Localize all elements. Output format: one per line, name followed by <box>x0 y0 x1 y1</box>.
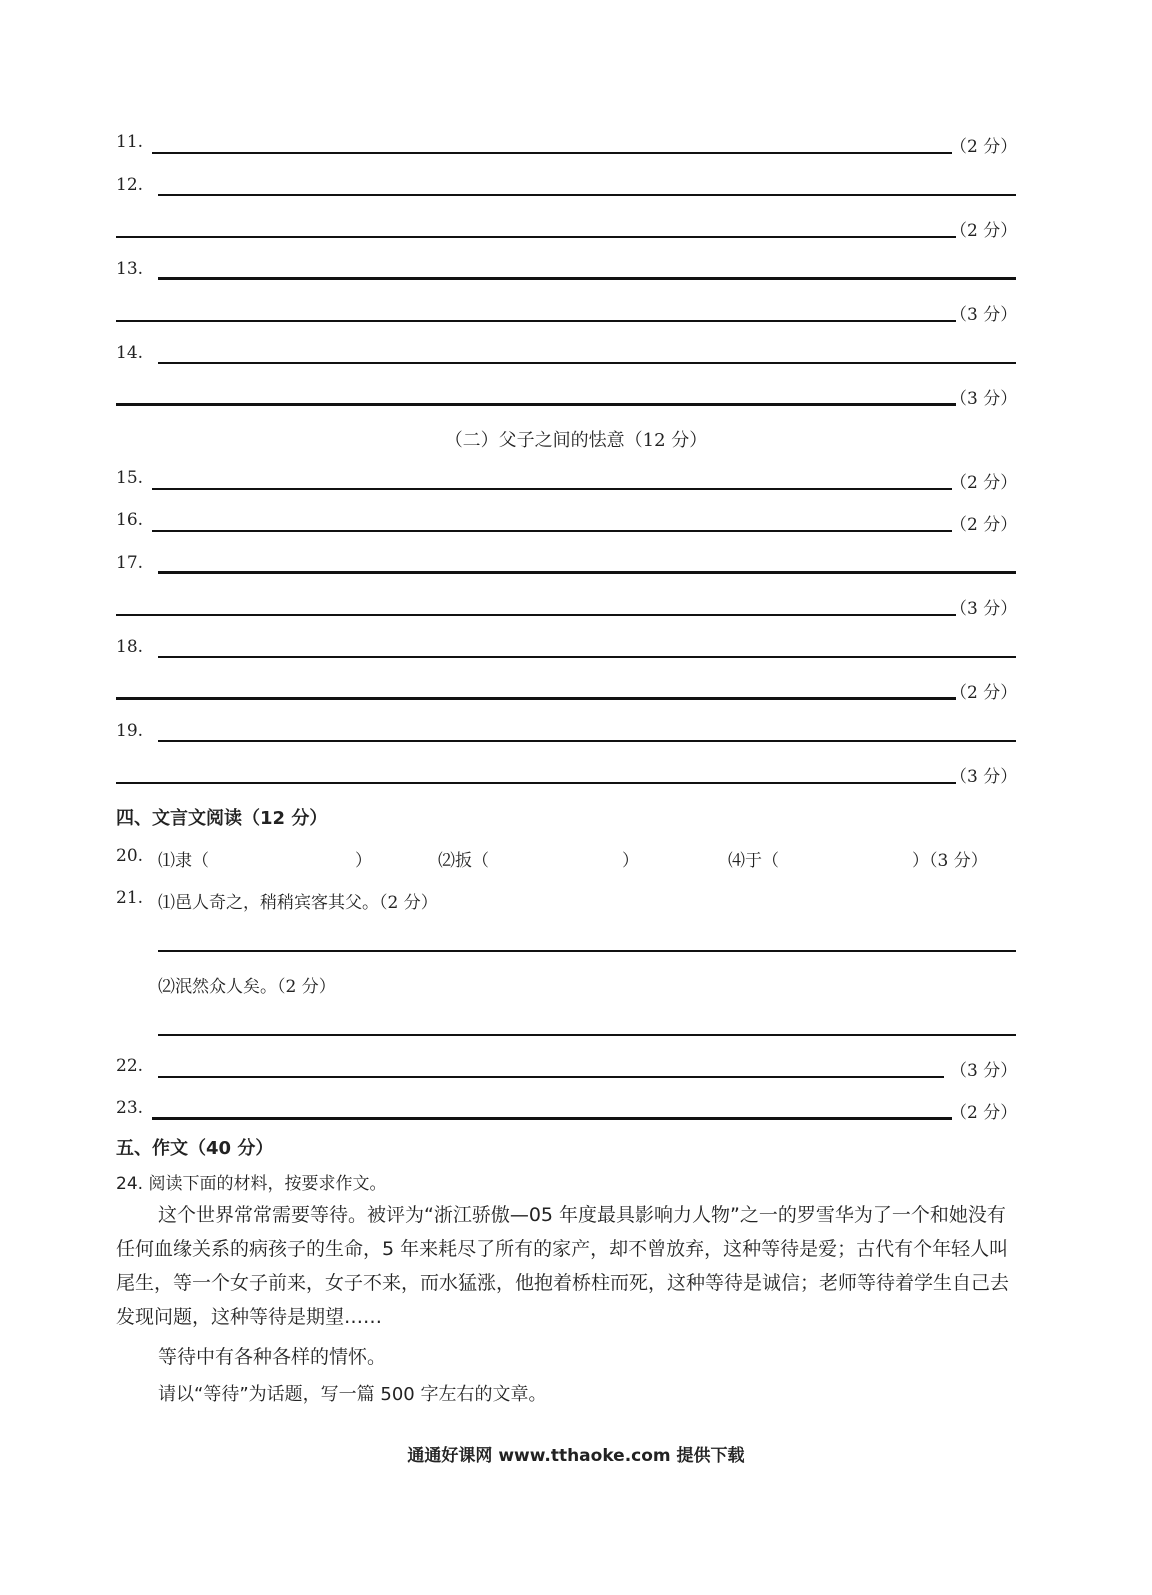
q20-item-2-close: ） <box>622 851 639 871</box>
section2-title: （二）父子之间的怯意（12 分） <box>444 430 708 451</box>
q19-answer-line-1[interactable] <box>158 740 1016 742</box>
q16-answer-line[interactable] <box>152 530 952 532</box>
q21-prompt-2: ⑵泯然众人矣。（2 分） <box>158 977 336 997</box>
q15-answer-line[interactable] <box>152 488 952 490</box>
q15-score: （2 分） <box>950 473 1018 493</box>
q22-number: 22. <box>116 1056 144 1076</box>
q23-answer-line[interactable] <box>152 1117 952 1120</box>
q14-answer-line-1[interactable] <box>158 362 1016 364</box>
q11-answer-line[interactable] <box>152 152 952 154</box>
q13-answer-line-2[interactable] <box>116 320 956 322</box>
q19-score: （3 分） <box>950 767 1018 787</box>
q21-prompt-1: ⑴邑人奇之，稍稍宾客其父。（2 分） <box>158 893 438 913</box>
q20-item-3: ⑷于（ <box>728 851 779 871</box>
q12-answer-line-1[interactable] <box>158 194 1016 196</box>
q20-number: 20. <box>116 846 144 866</box>
q19-number: 19. <box>116 721 144 741</box>
q17-answer-line-2[interactable] <box>116 614 956 616</box>
page-footer: 通通好课网 www.tthaoke.com 提供下载 <box>407 1446 745 1466</box>
q13-answer-line-1[interactable] <box>158 277 1016 280</box>
q20-item-1-close: ） <box>355 851 372 871</box>
q12-score: （2 分） <box>950 221 1018 241</box>
q18-score: （2 分） <box>950 683 1018 703</box>
q16-score: （2 分） <box>950 515 1018 535</box>
essay-requirement: 请以“等待”为话题，写一篇 500 字左右的文章。 <box>158 1384 547 1405</box>
q14-number: 14. <box>116 343 144 363</box>
essay-material-line-2: 等待中有各种各样的情怀。 <box>158 1346 387 1368</box>
q14-score: （3 分） <box>950 389 1018 409</box>
q12-answer-line-2[interactable] <box>116 236 956 238</box>
q18-answer-line-2[interactable] <box>116 697 956 700</box>
q12-number: 12. <box>116 175 144 195</box>
q14-answer-line-2[interactable] <box>116 403 956 406</box>
q18-number: 18. <box>116 637 144 657</box>
section4-heading: 四、文言文阅读（12 分） <box>116 808 328 829</box>
q11-score: （2 分） <box>950 137 1018 157</box>
q15-number: 15. <box>116 468 144 488</box>
q22-answer-line[interactable] <box>158 1076 944 1078</box>
q17-number: 17. <box>116 553 144 573</box>
q21-answer-line-2[interactable] <box>158 1034 1016 1036</box>
q18-answer-line-1[interactable] <box>158 656 1016 658</box>
section5-heading: 五、作文（40 分） <box>116 1138 274 1159</box>
q17-score: （3 分） <box>950 599 1018 619</box>
q16-number: 16. <box>116 510 144 530</box>
q24-prompt: 24. 阅读下面的材料，按要求作文。 <box>116 1174 387 1194</box>
q22-score: （3 分） <box>950 1061 1018 1081</box>
q19-answer-line-2[interactable] <box>116 782 956 784</box>
q23-number: 23. <box>116 1098 144 1118</box>
q20-item-3-close: ）（3 分） <box>912 851 988 871</box>
q21-number: 21. <box>116 888 144 908</box>
q21-answer-line-1[interactable] <box>158 950 1016 952</box>
q13-score: （3 分） <box>950 305 1018 325</box>
q23-score: （2 分） <box>950 1103 1018 1123</box>
q13-number: 13. <box>116 259 144 279</box>
q20-item-2: ⑵扳（ <box>438 851 489 871</box>
q17-answer-line-1[interactable] <box>158 571 1016 574</box>
q20-item-1: ⑴隶（ <box>158 851 209 871</box>
essay-material-paragraph: 这个世界常常需要等待。被评为“浙江骄傲—05 年度最具影响力人物”之一的罗雪华为了一个和她没有任何血缘关系的病孩子的生命，5 年来耗尽了所有的家产，却不曾放弃，这种等待是爱；古代有个年轻人叫尾生，等一个女子前来，女子不来，而水猛涨，他抱着桥柱而死，这种等待是诚信；老师等待着学生自己去发现问题，这种等待是期望…… <box>116 1204 1010 1328</box>
q11-number: 11. <box>116 132 144 152</box>
